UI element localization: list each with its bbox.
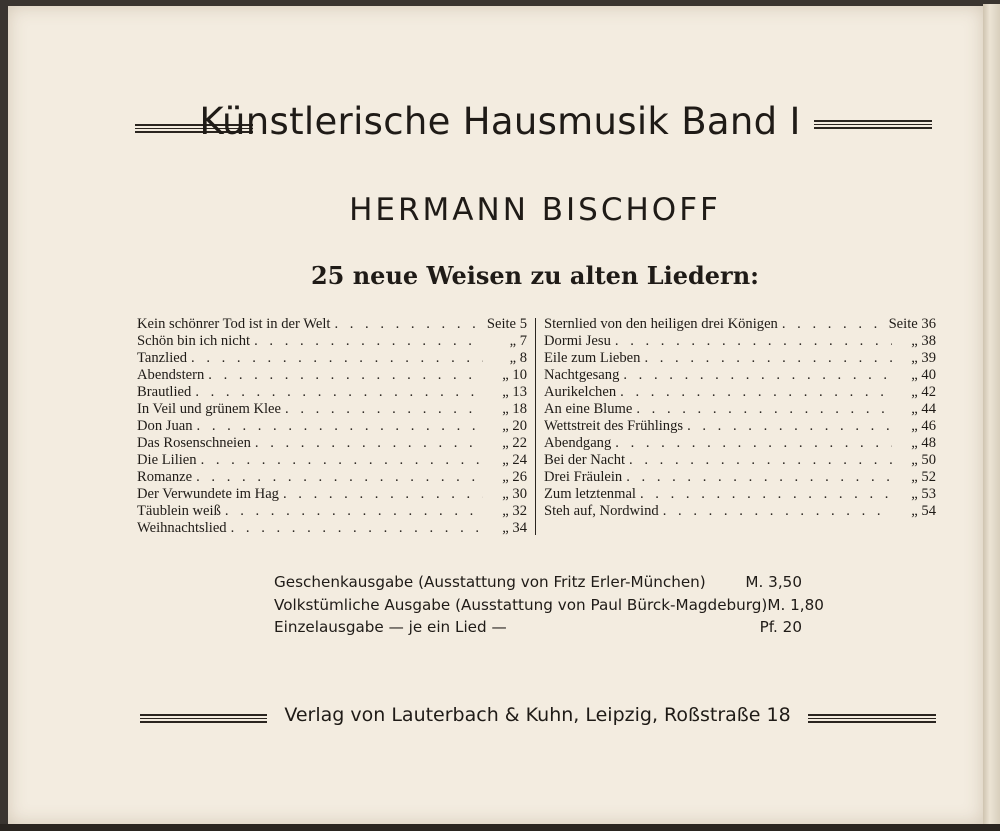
toc-entry-title: Die Lilien <box>137 452 197 468</box>
toc-leader-dots <box>640 486 892 503</box>
toc-leader-dots <box>615 333 892 350</box>
toc-entry <box>544 435 936 452</box>
toc-entry-title: Der Verwundete im Hag <box>137 486 279 502</box>
toc-entry-page: Seite 5 <box>486 316 527 332</box>
toc-entry-page: „ 32 <box>502 503 527 519</box>
toc-entry <box>137 520 527 537</box>
toc-entry-page: „ 50 <box>911 452 936 468</box>
composer-name: HERMANN BISCHOFF <box>349 192 721 228</box>
toc-entry <box>137 486 527 503</box>
toc-leader-dots <box>623 367 892 384</box>
toc-entry-page: „ 39 <box>911 350 936 366</box>
toc-leader-dots <box>197 418 483 435</box>
toc-entry-title: Dormi Jesu <box>544 333 611 349</box>
toc-entry <box>544 367 936 384</box>
edition-row <box>274 594 824 617</box>
toc-leader-dots <box>195 384 483 401</box>
toc-leader-dots <box>201 452 483 469</box>
collection-subtitle: 25 neue Weisen zu alten Liedern: <box>310 261 760 290</box>
toc-leader-dots <box>225 503 483 520</box>
toc-entry-title: Sternlied von den heiligen drei Königen <box>544 316 778 332</box>
toc-entry <box>137 333 527 350</box>
toc-entry-title: Drei Fräulein <box>544 469 623 485</box>
toc-entry <box>544 333 936 350</box>
toc-entry <box>544 469 936 486</box>
edition-row <box>274 571 802 594</box>
toc-entry-title: Steh auf, Nordwind <box>544 503 659 519</box>
toc-entry-page: „ 18 <box>502 401 527 417</box>
toc-leader-dots <box>620 384 892 401</box>
page-shadow <box>0 824 1000 831</box>
toc-entry-title: Weihnachtslied <box>137 520 227 536</box>
toc-entry-page: „ 22 <box>502 435 527 451</box>
toc-entry <box>544 418 936 435</box>
toc-entry-title: Abendgang <box>544 435 612 451</box>
toc-leader-dots <box>615 435 892 452</box>
toc-entry-page: „ 7 <box>509 333 527 349</box>
toc-entry-page: „ 20 <box>502 418 527 434</box>
toc-entry-title: Bei der Nacht <box>544 452 626 468</box>
toc-divider <box>535 318 536 535</box>
toc-entry-title: Schön bin ich nicht <box>137 333 251 349</box>
toc-leader-dots <box>629 452 892 469</box>
toc-entry-page: „ 52 <box>911 469 936 485</box>
toc-entry-title: An eine Blume <box>544 401 633 417</box>
toc-entry <box>544 401 936 418</box>
toc-entry-title: In Veil und grünem Klee <box>137 401 282 417</box>
toc-entry-page: „ 30 <box>502 486 527 502</box>
toc-entry-title: Kein schönrer Tod ist in der Welt <box>137 316 331 332</box>
toc-leader-dots <box>231 520 483 537</box>
toc-leader-dots <box>196 469 483 486</box>
toc-entry-title: Nachtgesang <box>544 367 620 383</box>
toc-entry <box>544 316 936 333</box>
toc-entry-page: „ 26 <box>502 469 527 485</box>
edition-price: M. 1,80 <box>767 595 824 614</box>
toc-entry <box>137 384 527 401</box>
toc-entry-title: Tanzlied <box>137 350 188 366</box>
toc-entry <box>544 350 936 367</box>
toc-entry-page: „ 42 <box>911 384 936 400</box>
toc-leader-dots <box>254 333 483 350</box>
toc-entry-page: „ 44 <box>911 401 936 417</box>
toc-entry-page: „ 40 <box>911 367 936 383</box>
toc-leader-dots <box>687 418 892 435</box>
toc-column-right <box>544 316 936 520</box>
toc-leader-dots <box>191 350 483 367</box>
toc-entry-page: „ 38 <box>911 333 936 349</box>
series-title: Künstlerische Hausmusik Band I <box>199 100 801 143</box>
toc-entry <box>544 486 936 503</box>
toc-column-left <box>137 316 527 537</box>
toc-leader-dots <box>255 435 483 452</box>
toc-entry <box>137 469 527 486</box>
toc-entry-title: Aurikelchen <box>544 384 617 400</box>
toc-entry <box>137 503 527 520</box>
toc-entry-page: „ 46 <box>911 418 936 434</box>
toc-entry-title: Eile zum Lieben <box>544 350 641 366</box>
toc-entry <box>137 452 527 469</box>
toc-entry-page: Seite 36 <box>888 316 936 332</box>
edition-row <box>274 616 802 639</box>
toc-leader-dots <box>208 367 483 384</box>
toc-entry-page: „ 13 <box>502 384 527 400</box>
editions-list <box>274 571 824 639</box>
toc-leader-dots <box>283 486 483 503</box>
toc-entry-title: Wettstreit des Frühlings <box>544 418 684 434</box>
toc-entry-page: „ 53 <box>911 486 936 502</box>
toc-entry-page: „ 48 <box>911 435 936 451</box>
toc-entry-page: „ 10 <box>502 367 527 383</box>
edition-price: M. 3,50 <box>745 573 802 591</box>
toc-entry <box>137 316 527 333</box>
edition-label: Volkstümliche Ausgabe (Ausstattung von Paul Bürck-Magdeburg) <box>274 595 768 614</box>
toc-entry <box>137 435 527 452</box>
toc-entry-title: Brautlied <box>137 384 192 400</box>
toc-entry <box>544 384 936 401</box>
toc-entry-page: „ 34 <box>502 520 527 536</box>
toc-entry-title: Don Juan <box>137 418 193 434</box>
toc-entry-page: „ 8 <box>509 350 527 366</box>
publisher-line: Verlag von Lauterbach & Kuhn, Leipzig, Roßstraße 18 <box>284 704 791 726</box>
edition-label: Einzelausgabe — je ein Lied — <box>274 618 507 636</box>
toc-entry-title: Zum letztenmal <box>544 486 636 502</box>
toc-entry-title: Täublein weiß <box>137 503 221 519</box>
toc-entry <box>544 503 936 520</box>
toc-entry-page: „ 54 <box>911 503 936 519</box>
toc-entry-title: Romanze <box>137 469 193 485</box>
toc-leader-dots <box>626 469 892 486</box>
toc-entry <box>544 452 936 469</box>
toc-leader-dots <box>782 316 885 333</box>
toc-entry-title: Das Rosenschneien <box>137 435 251 451</box>
toc-leader-dots <box>644 350 892 367</box>
toc-entry <box>137 401 527 418</box>
toc-leader-dots <box>334 316 482 333</box>
toc-entry-page: „ 24 <box>502 452 527 468</box>
toc-leader-dots <box>636 401 892 418</box>
toc-entry <box>137 418 527 435</box>
toc-entry-title: Abendstern <box>137 367 205 383</box>
toc-leader-dots <box>285 401 483 418</box>
toc-leader-dots <box>663 503 892 520</box>
toc-entry <box>137 350 527 367</box>
toc-entry <box>137 367 527 384</box>
edition-label: Geschenkausgabe (Ausstattung von Fritz Erler-München) <box>274 573 706 591</box>
edition-price: Pf. 20 <box>759 618 802 636</box>
